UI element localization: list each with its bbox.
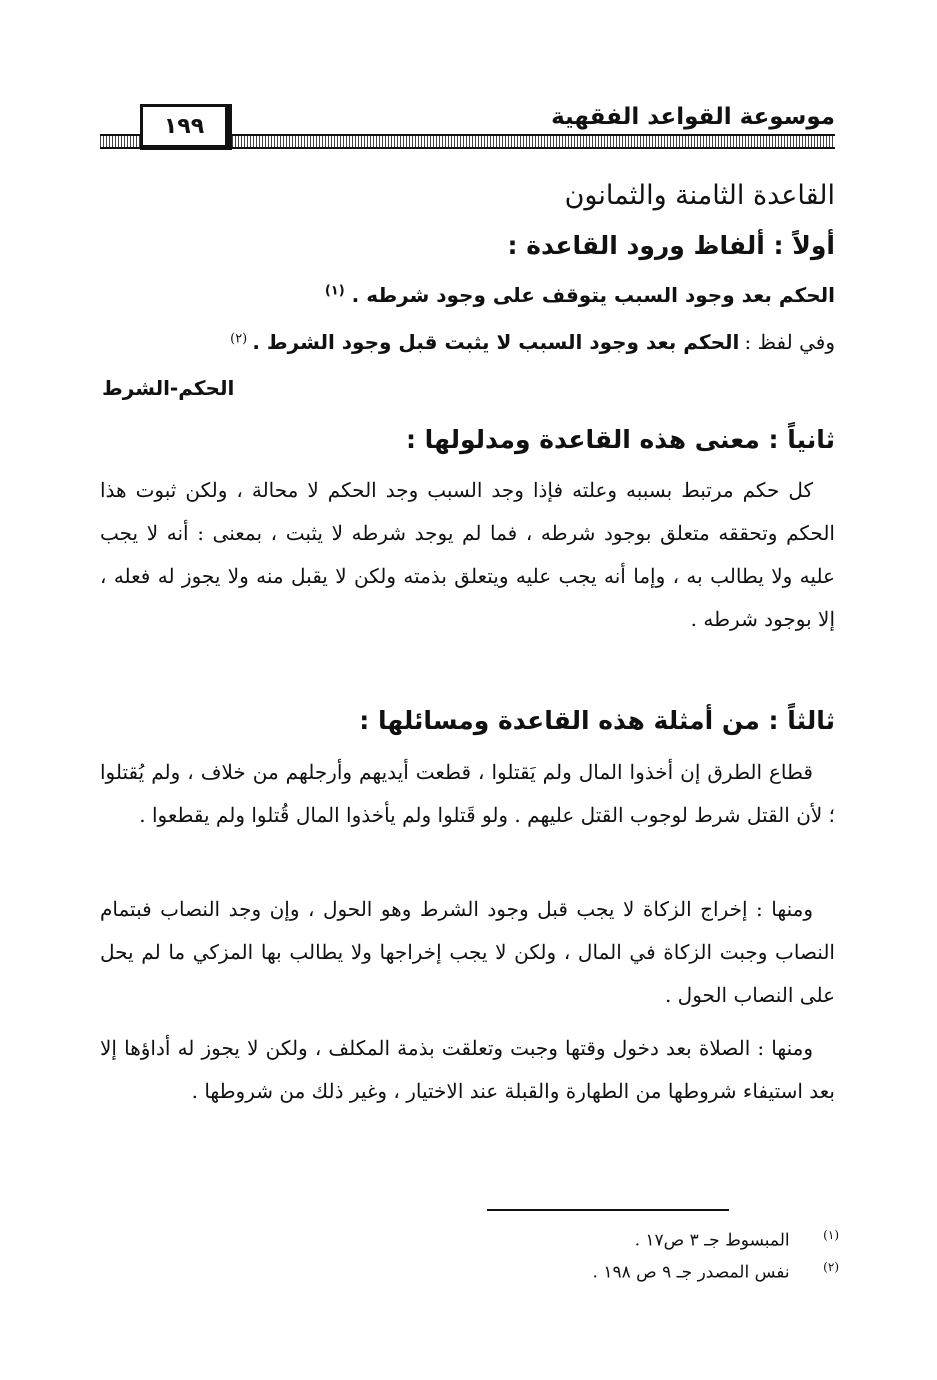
rule-wording-2-text: الحكم بعد وجود السبب لا يثبت قبل وجود الشرط . bbox=[252, 330, 740, 354]
example-paragraph-1 bbox=[100, 751, 835, 837]
running-title: موسوعة القواعد الفقهية bbox=[551, 104, 835, 130]
section1-heading: أولاً : ألفاظ ورود القاعدة : bbox=[507, 231, 835, 260]
footnote-2-number: (٢) bbox=[823, 1260, 839, 1274]
footnote-1-number: (١) bbox=[823, 1228, 839, 1242]
footnote-ref-2: (٢) bbox=[230, 331, 248, 347]
section2-heading: ثانياً : معنى هذه القاعدة ومدلولها : bbox=[405, 425, 835, 454]
rule-wording-2 bbox=[230, 330, 835, 354]
example-paragraph-3 bbox=[100, 1027, 835, 1113]
footnote-2-text: نفس المصدر جـ ٩ ص ١٩٨ . bbox=[592, 1262, 790, 1283]
rule-wording-1 bbox=[325, 283, 835, 307]
footnote-separator bbox=[487, 1209, 729, 1211]
rule-title: القاعدة الثامنة والثمانون bbox=[564, 180, 835, 211]
section3-heading: ثالثاً : من أمثلة هذه القاعدة ومسائلها : bbox=[359, 706, 835, 735]
footnote-1 bbox=[635, 1228, 839, 1251]
example-paragraph-2-text: ومنها : إخراج الزكاة لا يجب قبل وجود الشرط وهو الحول ، وإن وجد النصاب فبتمام النصاب وجبت الزكاة في المال ، ولكن لا يجب إخراجها ولا يطالب بها المزكي ما لم يحل على النصاب الحول . bbox=[100, 897, 835, 1007]
page-number-box bbox=[140, 104, 232, 150]
keywords: الحكم-الشرط bbox=[102, 376, 235, 400]
footnote-1-text: المبسوط جـ ٣ ص١٧ . bbox=[634, 1230, 790, 1251]
rule-wording-2-prefix: وفي لفظ : bbox=[744, 330, 835, 354]
footnote-ref-1: (١) bbox=[324, 283, 345, 299]
meaning-paragraph-text: كل حكم مرتبط بسببه وعلته فإذا وجد السبب وجد الحكم لا محالة ، ولكن ثبوت هذا الحكم وتحققه متعلق بوجود شرطه ، فما لم يوجد شرطه لا يثبت ، بمعنى : أنه لا يجب عليه ولا يطالب به ، وإما أنه يجب عليه ويتعلق بذمته ولكن لا يقبل منه ولا يجوز له فعله ، إلا بوجود شرطه . bbox=[100, 478, 835, 631]
example-paragraph-1-text: قطاع الطرق إن أخذوا المال ولم يَقتلوا ، قطعت أيديهم وأرجلهم من خلاف ، ولم يُقتلوا ؛ لأن القتل شرط لوجوب القتل عليهم . ولو قَتلوا ولم يأخذوا المال قُتلوا ولم يقطعوا . bbox=[100, 760, 835, 827]
example-paragraph-3-text: ومنها : الصلاة بعد دخول وقتها وجبت وتعلقت بذمة المكلف ، ولكن لا يجوز له أداؤها إلا بعد استيفاء شروطها من الطهارة والقبلة عند الاختيار ، وغير ذلك من شروطها . bbox=[100, 1036, 835, 1103]
example-paragraph-2 bbox=[100, 888, 835, 1017]
page-number: ١٩٩ bbox=[163, 113, 205, 139]
meaning-paragraph bbox=[100, 469, 835, 641]
footnote-2 bbox=[593, 1260, 839, 1283]
rule-wording-1-text: الحكم بعد وجود السبب يتوقف على وجود شرطه . bbox=[351, 283, 835, 307]
